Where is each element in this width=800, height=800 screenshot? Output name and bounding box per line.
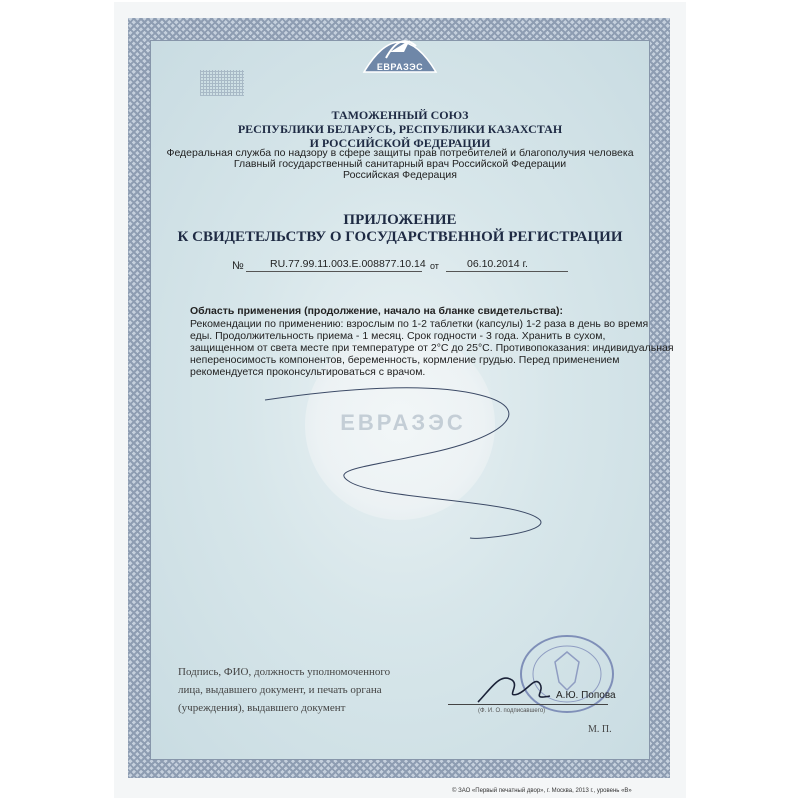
date-label: от	[430, 261, 439, 271]
agency-line2: Главный государственный санитарный врач Российской Федерации	[233, 158, 567, 170]
guilloche-pattern	[200, 70, 244, 96]
signature-label-line2: лица, выдавшего документ, и печать органа	[178, 684, 382, 696]
registration-number: RU.77.99.11.003.E.008877.10.14	[270, 258, 426, 270]
document-heading-line2: К СВИДЕТЕЛЬСТВУ О ГОСУДАРСТВЕННОЙ РЕГИСТРАЦИИ	[177, 229, 623, 245]
agency-line3: Российская Федерация	[343, 169, 457, 181]
registration-date: 06.10.2014 г.	[467, 258, 528, 270]
number-label: №	[232, 260, 244, 272]
union-title-line1: ТАМОЖЕННЫЙ СОЮЗ	[331, 108, 469, 122]
fio-hint: (Ф. И. О. подписавшего)	[478, 708, 546, 714]
body-line: Рекомендации по применению: взрослым по 1-2 таблетки (капсулы) 1-2 раза в день во время	[190, 318, 649, 330]
number-underline	[246, 271, 422, 272]
date-underline	[446, 271, 568, 272]
body-line: еды. Продолжительность приема - 1 месяц. Срок годности - 3 года. Хранить в сухом,	[190, 330, 606, 342]
signatory-name: А.Ю. Попова	[556, 690, 616, 701]
agency-line1: Федеральная служба по надзору в сфере защиты прав потребителей и благополучия человека	[166, 147, 634, 159]
section-heading: Область применения (продолжение, начало на бланке свидетельства):	[190, 305, 563, 317]
union-title-line3: И РОССИЙСКОЙ ФЕДЕРАЦИИ	[309, 136, 491, 150]
signature-label-line3: (учреждения), выдавшего документ	[178, 702, 346, 714]
watermark-text: ЕВРАЗЭС	[340, 410, 466, 435]
body-line: непереносимость компонентов, беременность, кормление грудью. Перед применением	[190, 354, 620, 366]
signature-underline	[448, 704, 608, 705]
printer-credit: © ЗАО «Первый печатный двор», г. Москва, 2013 г., уровень «В»	[452, 788, 632, 794]
body-line: рекомендуется проконсультироваться с врачом.	[190, 366, 426, 378]
body-line: защищенном от света месте при температуре от 2°С до 25°С. Противопоказания: индивидуальная	[190, 342, 674, 354]
document-heading-line1: ПРИЛОЖЕНИЕ	[343, 212, 457, 228]
stamp-place-label: М. П.	[588, 724, 612, 735]
union-title-line2: РЕСПУБЛИКИ БЕЛАРУСЬ, РЕСПУБЛИКИ КАЗАХСТАН	[237, 122, 563, 136]
logo-label: ЕВРАЗЭС	[376, 62, 424, 72]
signature-label-line1: Подпись, ФИО, должность уполномоченного	[178, 666, 391, 678]
